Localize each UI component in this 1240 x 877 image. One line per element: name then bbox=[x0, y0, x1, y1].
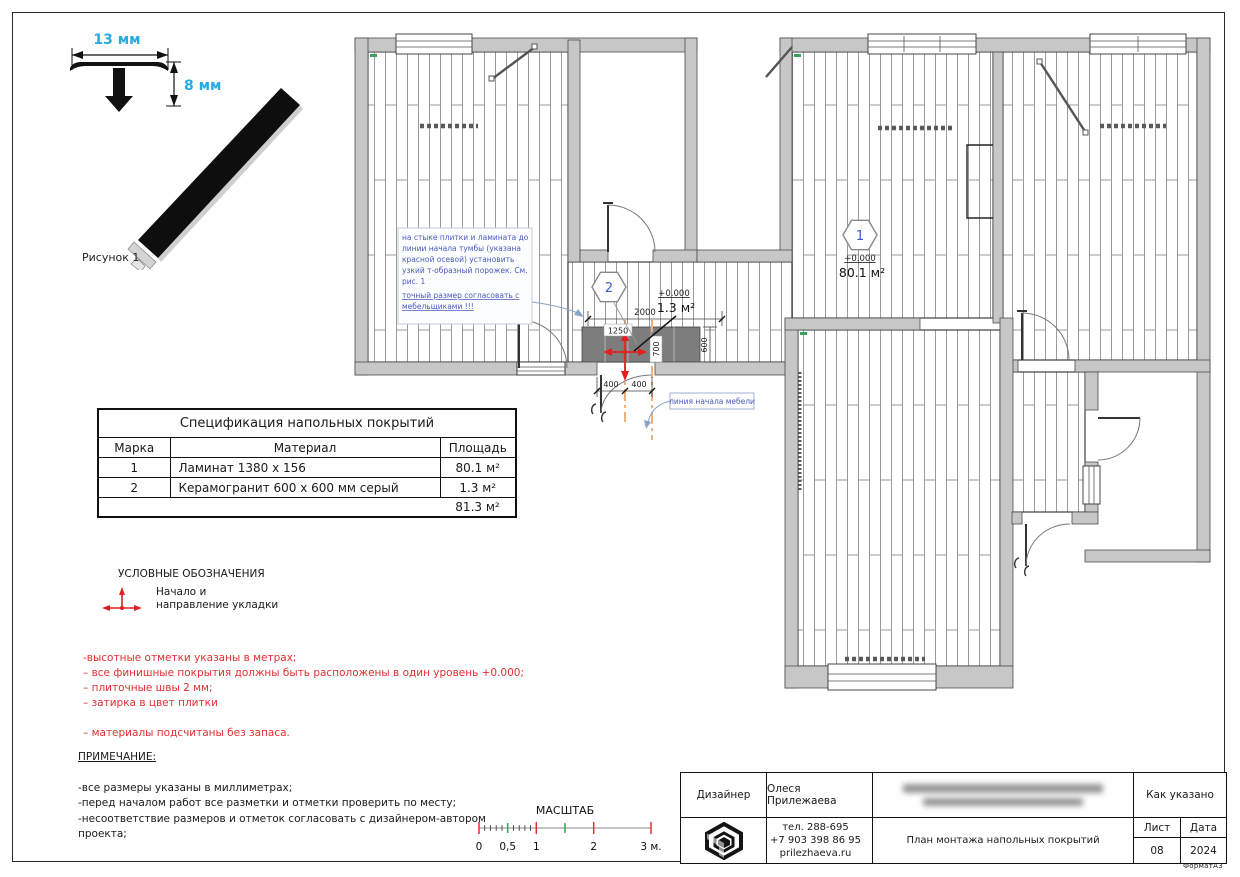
total-area: 81.3 м² bbox=[440, 498, 516, 518]
dim-1250: 1250 bbox=[607, 326, 629, 336]
logo-cell bbox=[681, 817, 766, 863]
remark-line: -перед началом работ все разметки и отметки проверить по месту; bbox=[78, 797, 457, 809]
window-left-room bbox=[396, 34, 472, 54]
scale-label-05: 0,5 bbox=[499, 841, 517, 853]
dim-2000: 2000 bbox=[634, 308, 656, 318]
col-material: Материал bbox=[170, 438, 440, 458]
note-line: рис. 1 bbox=[402, 277, 426, 286]
door-bathroom bbox=[1098, 418, 1140, 460]
room1-marker-number: 1 bbox=[855, 229, 865, 244]
red-notes bbox=[83, 651, 533, 741]
studio-logo-icon bbox=[703, 822, 745, 860]
window-middle-room bbox=[868, 34, 976, 54]
row1-material: Ламинат 1380 x 156 bbox=[170, 458, 440, 478]
project-name-blurred bbox=[872, 773, 1133, 817]
red-note-line: -высотные отметки указаны в метрах; bbox=[83, 652, 297, 664]
scale-label-3: 3 м. bbox=[640, 841, 662, 853]
spec-table-title: Спецификация напольных покрытий bbox=[98, 409, 516, 438]
legend bbox=[100, 568, 278, 616]
dim-700-box bbox=[650, 336, 662, 362]
note-line: узкий т-образный порожек. См. bbox=[402, 266, 528, 275]
floor-plan bbox=[350, 30, 1230, 700]
site: prilezhaeva.ru bbox=[779, 848, 852, 859]
laying-direction-legend-icon bbox=[100, 586, 144, 616]
legend-item-line2: направление укладки bbox=[156, 599, 279, 611]
furniture-line-text: линия начала мебели bbox=[669, 397, 755, 406]
furniture-line-label bbox=[644, 393, 755, 429]
date-label: Дата bbox=[1180, 818, 1226, 837]
door-wc bbox=[603, 203, 655, 252]
format-label: ФорматА3 bbox=[1182, 862, 1223, 870]
sheet-date-subtable bbox=[1134, 818, 1226, 863]
figure1-caption: Рисунок 1 bbox=[82, 251, 140, 264]
date-value: 2024 bbox=[1180, 837, 1226, 863]
spec-table bbox=[97, 408, 517, 518]
figure1-width-label: 13 мм bbox=[93, 32, 141, 48]
scale-label-1: 1 bbox=[532, 841, 540, 853]
drawing-title: План монтажа напольных покрытий bbox=[872, 817, 1133, 863]
floor-right-corridor bbox=[1012, 372, 1085, 512]
phone2: +7 903 398 86 95 bbox=[769, 835, 862, 846]
figure1-height-label: 8 мм bbox=[184, 78, 222, 94]
remark-block bbox=[78, 750, 486, 843]
red-note-line: – все финишные покрытия должны быть расположены в один уровень +0.000; bbox=[83, 667, 525, 679]
furniture-leader-arrow-icon bbox=[644, 420, 651, 429]
red-note-line: – плиточные швы 2 мм; bbox=[83, 682, 213, 694]
dim-400b: 400 bbox=[631, 380, 647, 389]
sheet-label: Лист bbox=[1143, 821, 1171, 834]
scale-note: Как указано bbox=[1133, 773, 1226, 817]
room2-marker-number: 2 bbox=[604, 281, 614, 296]
note-line: красной осевой) установить bbox=[402, 255, 515, 264]
sheet-value: 08 bbox=[1134, 837, 1180, 863]
scale-bar-title: МАСШТАБ bbox=[535, 804, 595, 817]
table-row bbox=[98, 478, 516, 498]
note-line: точный размер согласовать с bbox=[402, 291, 520, 300]
table-row bbox=[98, 458, 516, 478]
contacts-cell bbox=[766, 817, 872, 863]
window-small-right bbox=[1083, 466, 1100, 504]
phone1: тел. 288-695 bbox=[782, 822, 849, 833]
arrow-left-icon bbox=[72, 51, 83, 59]
note-line: линии начала тумбы (указана bbox=[402, 244, 521, 253]
red-note-line: – материалы подсчитаны без запаса. bbox=[83, 727, 290, 739]
balcony-door-left-room bbox=[517, 362, 565, 375]
t-profile-stem-arrow bbox=[105, 96, 133, 112]
spec-header-row bbox=[98, 438, 516, 458]
note-line: на стыке плитки и ламината до bbox=[402, 233, 529, 242]
row2-material: Керамогранит 600 x 600 мм серый bbox=[170, 478, 440, 498]
dim-700: 700 bbox=[652, 341, 661, 357]
remark-line: -все размеры указаны в миллиметрах; bbox=[78, 781, 293, 794]
room2-area: 1.3 м² bbox=[656, 300, 696, 315]
designer-label: Дизайнер bbox=[696, 789, 751, 801]
note-line: мебельщиками !!! bbox=[402, 302, 474, 311]
remark-title: ПРИМЕЧАНИЕ: bbox=[78, 751, 157, 763]
dim-1250-box bbox=[604, 324, 632, 336]
col-area: Площадь bbox=[440, 438, 516, 458]
profile3d-edge bbox=[158, 105, 303, 262]
col-mark: Марка bbox=[98, 438, 170, 458]
figure1-t-profile bbox=[50, 18, 312, 270]
scale-label-0: 0 bbox=[475, 841, 483, 853]
floor-bottom-room bbox=[798, 330, 1000, 666]
designer-name: Олеся Прилежаева bbox=[766, 773, 872, 817]
dim-600: 600 bbox=[700, 337, 709, 353]
row2-area: 1.3 м² bbox=[440, 478, 516, 498]
row1-area: 80.1 м² bbox=[440, 458, 516, 478]
profile3d-top-face bbox=[138, 88, 300, 258]
t-profile-stem bbox=[113, 68, 125, 96]
dim-400a: 400 bbox=[603, 380, 619, 389]
remark-line: -несоответствие размеров и отметок согласовать с дизайнером-автором проекта; bbox=[78, 812, 486, 840]
legend-item-line1: Начало и bbox=[156, 586, 207, 598]
window-right-room bbox=[1090, 34, 1186, 54]
title-block bbox=[680, 772, 1227, 864]
scale-bar bbox=[465, 798, 675, 860]
room1-level: +0.000 bbox=[844, 254, 876, 264]
red-note-line: – затирка в цвет плитки bbox=[83, 697, 218, 709]
floor-middle-room bbox=[792, 52, 993, 318]
legend-title: УСЛОВНЫЕ ОБОЗНАЧЕНИЯ bbox=[118, 568, 265, 580]
window-bottom-room bbox=[828, 664, 936, 690]
arrow-right-icon bbox=[157, 51, 168, 59]
scale-label-2: 2 bbox=[590, 841, 598, 853]
table-total-row bbox=[98, 498, 516, 518]
row1-mark: 1 bbox=[98, 458, 170, 478]
door-bottom-right bbox=[1015, 524, 1070, 576]
room1-area: 80.1 м² bbox=[838, 265, 886, 280]
row2-mark: 2 bbox=[98, 478, 170, 498]
room2-level: +0.000 bbox=[658, 289, 690, 299]
